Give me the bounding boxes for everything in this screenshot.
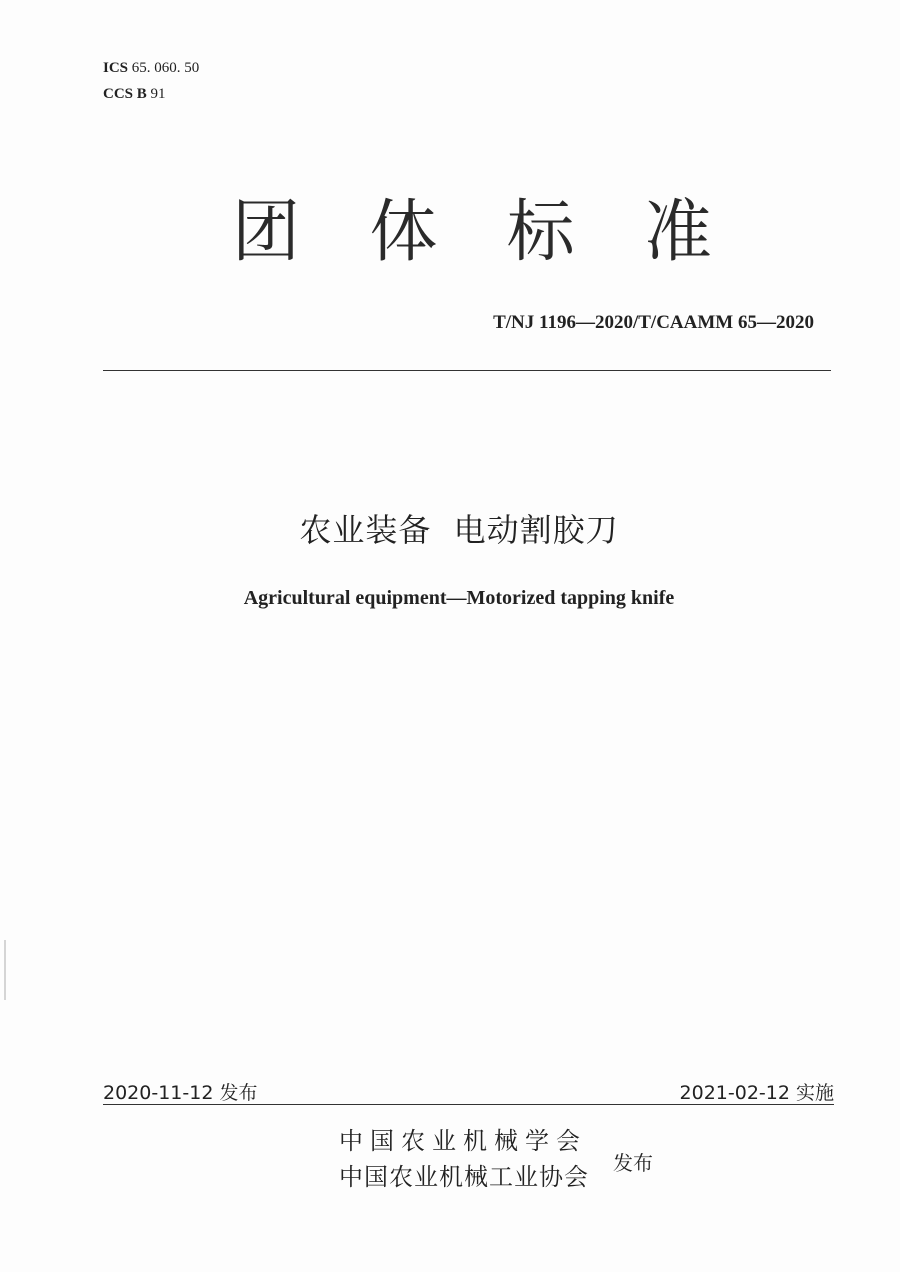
ics-line [103, 55, 199, 81]
ics-code: 65. 060. 50 [131, 60, 200, 76]
scan-mark [4, 940, 6, 1000]
title-char: 标 [506, 193, 575, 272]
publish-date: 2020-11-12 发布 [103, 1082, 258, 1104]
ccs-code: 91 [150, 86, 166, 102]
effective-date: 2021-02-12 实施 [679, 1082, 834, 1104]
ccs-line [103, 81, 199, 107]
classification-codes [103, 55, 199, 107]
publisher-2: 中国农业机械工业协会 [339, 1163, 589, 1191]
publisher-1: 中国农业机械学会 [339, 1127, 587, 1155]
chinese-title: 农业装备 电动割胶刀 [299, 511, 619, 549]
title-char: 团 [232, 193, 301, 272]
top-divider [103, 370, 831, 371]
title-char: 准 [643, 193, 712, 272]
title-char: 体 [369, 193, 438, 272]
english-title: Agricultural equipment—Motorized tapping knife [243, 587, 675, 609]
publish-suffix: 发布 [613, 1151, 653, 1175]
publishers-block [339, 1123, 589, 1195]
standard-type-title [232, 178, 712, 275]
ccs-label: CCS B [103, 86, 147, 102]
bottom-divider [103, 1104, 834, 1105]
ics-label: ICS [103, 60, 129, 76]
standard-number: T/NJ 1196—2020/T/CAAMM 65—2020 [493, 312, 814, 333]
